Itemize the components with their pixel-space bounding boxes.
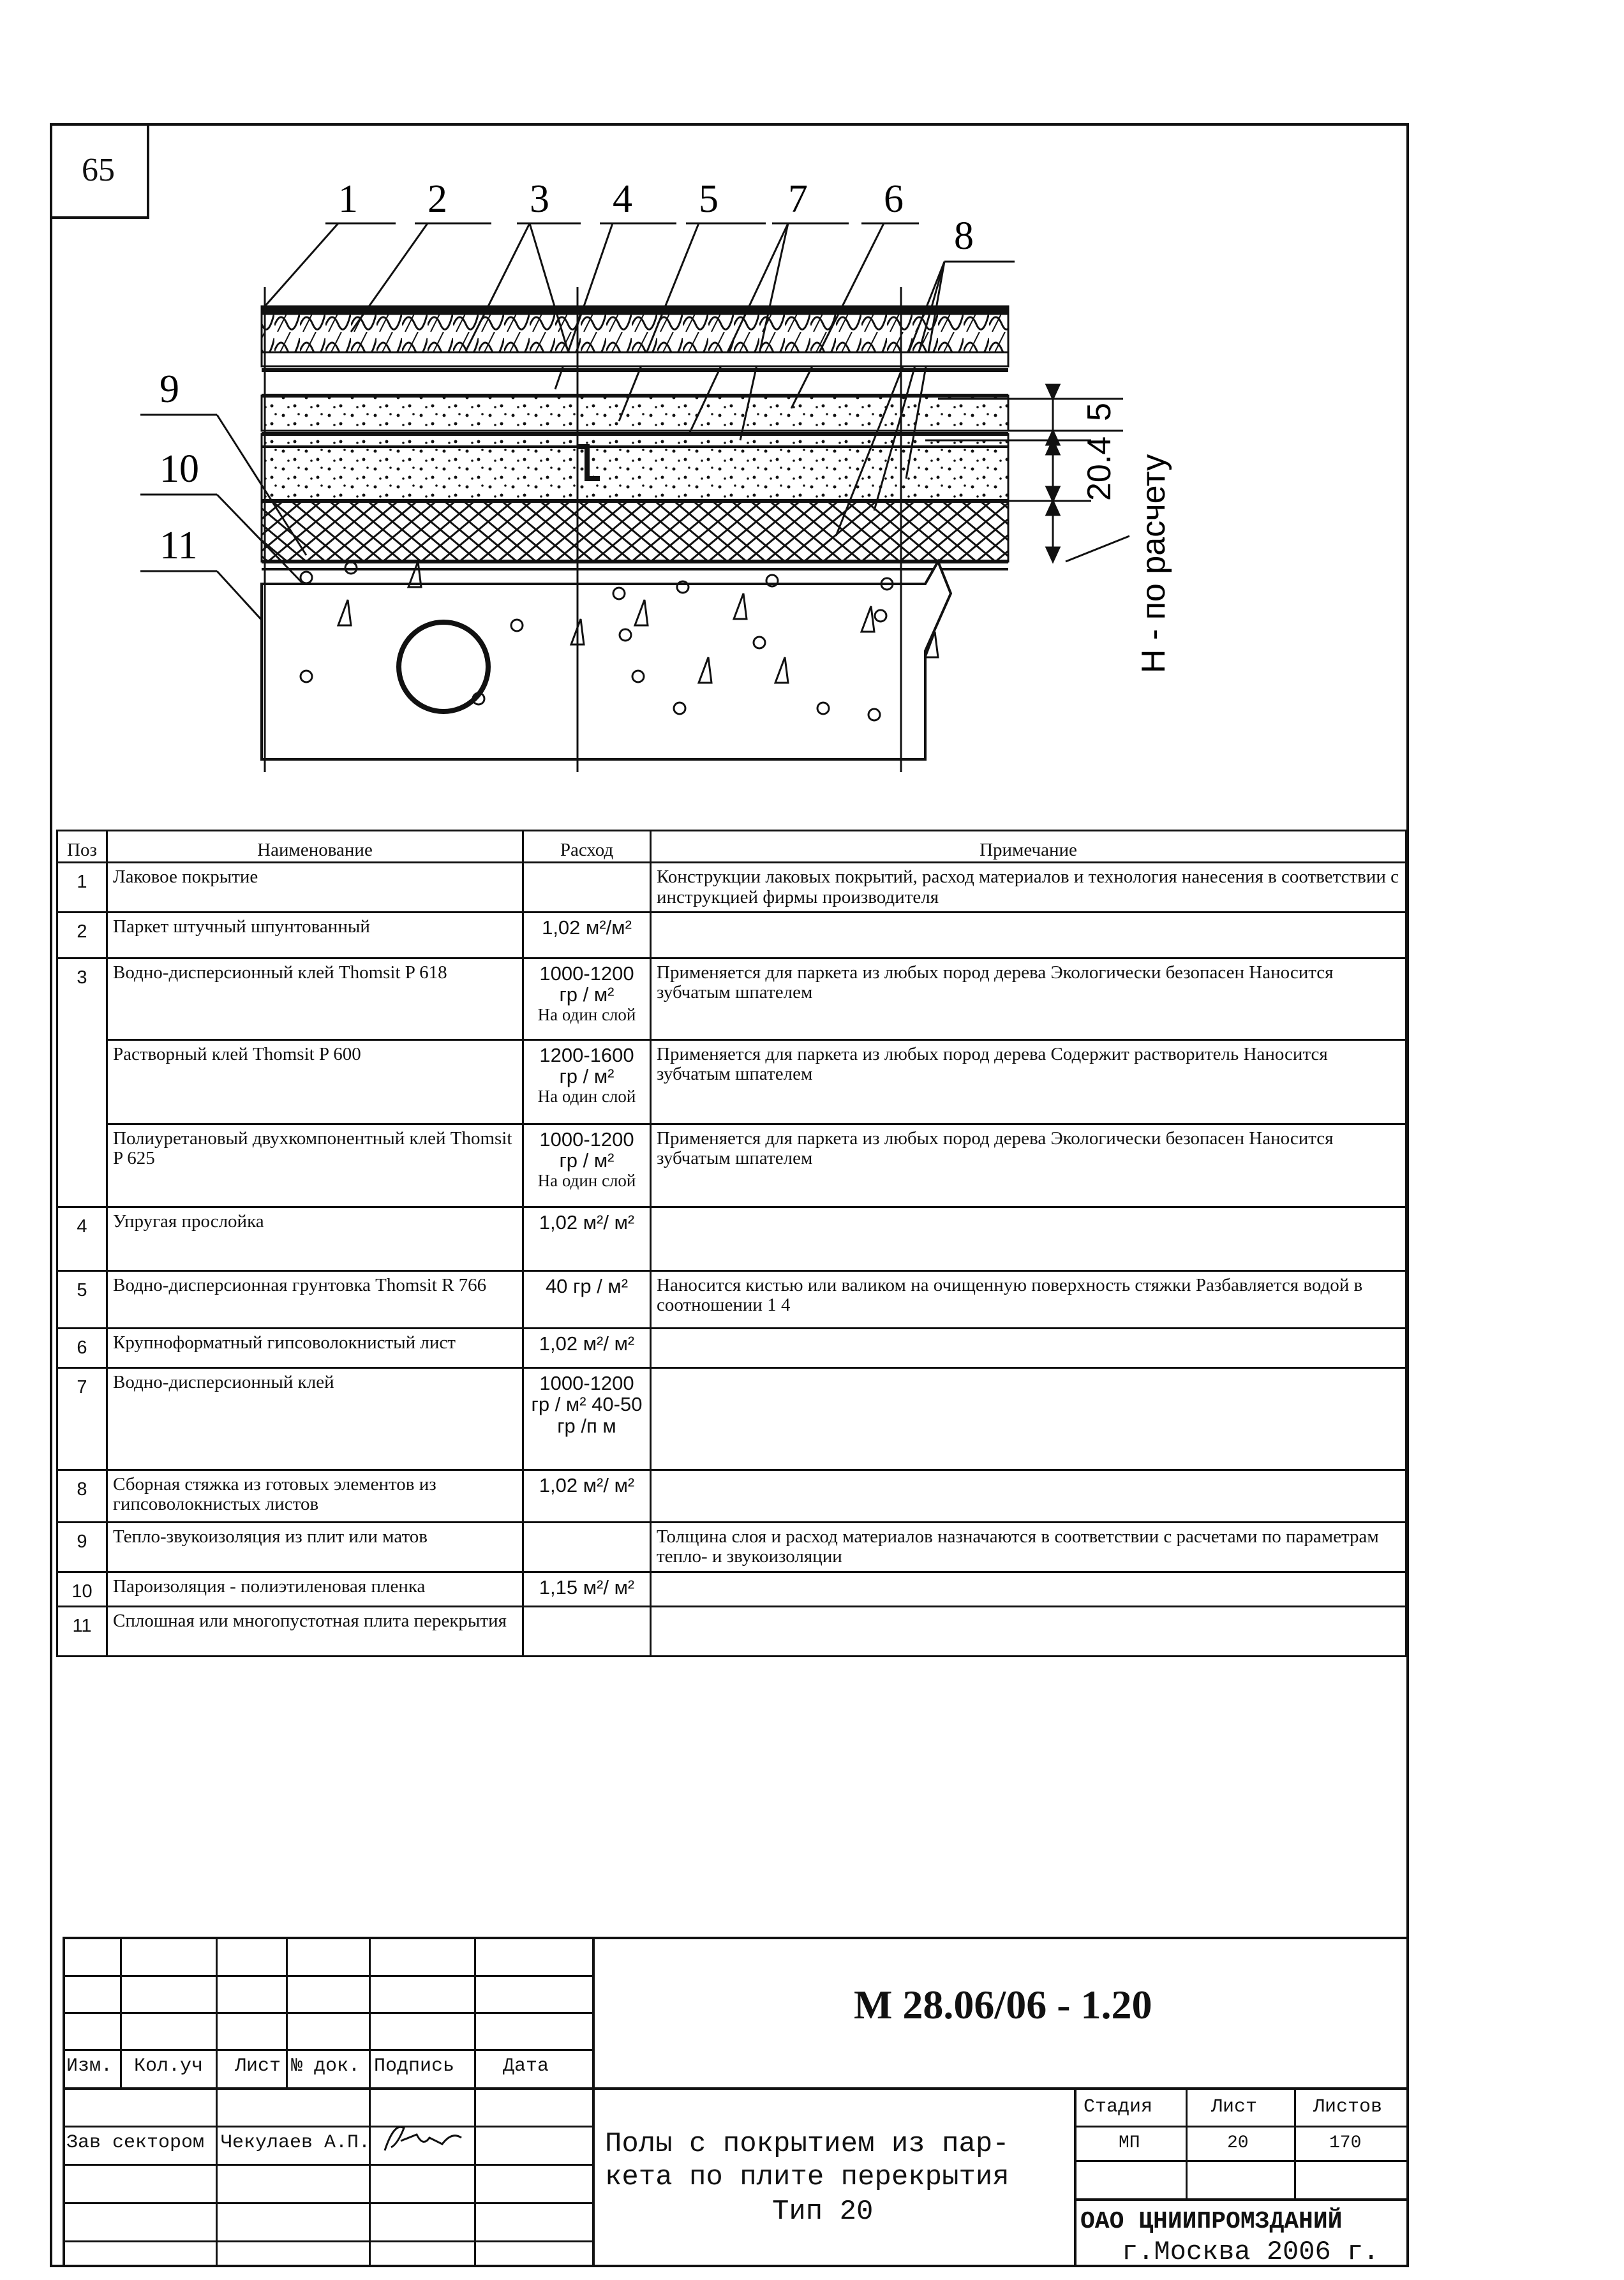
callout-3: 3 (530, 179, 549, 221)
cell-pos: 9 (57, 1522, 107, 1572)
stage-label: Стадия (1084, 2096, 1153, 2118)
header-note: Примечание (651, 831, 1406, 863)
cell-rate (523, 958, 651, 1039)
cell-rate (523, 1124, 651, 1207)
table-row (57, 1270, 1406, 1328)
dim-h-label: H - по расчету (1135, 454, 1172, 673)
title-line-2: кета по плите перекрытия (605, 2161, 1009, 2193)
table-row (57, 1572, 1406, 1606)
table-row (57, 1367, 1406, 1470)
cell-pos: 1 (57, 863, 107, 913)
cell-pos (57, 1124, 107, 1207)
specification-table (56, 830, 1407, 1657)
cell-name: Водно-дисперсионный клей (107, 1367, 523, 1470)
cell-pos: 5 (57, 1270, 107, 1328)
cell-note (651, 1572, 1406, 1606)
cell-name: Тепло-звукоизоляция из плит или матов (107, 1522, 523, 1572)
doc-code: М 28.06/06 - 1.20 (854, 1982, 1152, 2027)
cell-pos (57, 1039, 107, 1124)
cell-note (651, 1328, 1406, 1367)
cell-pos: 6 (57, 1328, 107, 1367)
cell-note: Применяется для паркета из любых пород дерева Экологически безопасен Наносится зубчатым шпателем (651, 958, 1406, 1039)
cell-name: Паркет штучный шпунтованный (107, 912, 523, 958)
callout-6: 6 (884, 179, 904, 221)
callout-1: 1 (338, 179, 358, 221)
cell-note (651, 1367, 1406, 1470)
callout-11: 11 (160, 524, 198, 567)
table-row (57, 1470, 1406, 1522)
cell-rate: 1000-1200 гр / м² 40-50 гр /п м (523, 1367, 651, 1470)
cell-note: Применяется для паркета из любых пород дерева Содержит растворитель Наносится зубчатым шпателем (651, 1039, 1406, 1124)
stage-value: МП (1119, 2133, 1140, 2153)
cell-pos: 11 (57, 1606, 107, 1656)
col-list: Лист (235, 2055, 281, 2077)
col-izm: Изм. (66, 2055, 113, 2077)
cell-rate (523, 1606, 651, 1656)
title-line-1: Полы с покрытием из пар- (605, 2128, 1009, 2160)
rate-note: На один слой (537, 1004, 636, 1024)
sheets-value: 170 (1329, 2133, 1362, 2153)
cell-rate: 1,02 м²/м² (523, 912, 651, 958)
title-block (63, 1937, 1406, 2265)
col-doc: № док. (291, 2055, 361, 2077)
rate-value: 1000-1200 гр / м² (539, 1128, 634, 1172)
table-row (57, 863, 1406, 913)
cell-name: Полиуретановый двухкомпонентный клей Thomsit P 625 (107, 1124, 523, 1207)
callout-4: 4 (613, 179, 632, 221)
cell-note (651, 912, 1406, 958)
dim-20-4-label: 20.4 (1081, 436, 1118, 501)
signature (378, 2115, 468, 2160)
person-name: Чекулаев А.П. (221, 2132, 371, 2154)
cell-name: Растворный клей Thomsit P 600 (107, 1039, 523, 1124)
table-row (57, 912, 1406, 958)
org-name: ОАО ЦНИИПРОМЗДАНИЙ (1080, 2208, 1343, 2235)
table-row (57, 1207, 1406, 1270)
role-label: Зав сектором (66, 2132, 205, 2154)
cell-rate (523, 1039, 651, 1124)
cell-pos: 4 (57, 1207, 107, 1270)
rate-value: 1200-1600 гр / м² (539, 1043, 634, 1088)
col-kol: Кол.уч (134, 2055, 204, 2077)
callout-2: 2 (428, 179, 447, 221)
floor-section-drawing (96, 179, 1181, 791)
cell-name: Пароизоляция - полиэтиленовая пленка (107, 1572, 523, 1606)
cell-pos: 2 (57, 912, 107, 958)
callout-8: 8 (954, 214, 974, 258)
sheets-label: Листов (1313, 2096, 1383, 2118)
cell-pos: 7 (57, 1367, 107, 1470)
callout-9: 9 (160, 368, 179, 411)
cell-rate: 1,02 м²/ м² (523, 1207, 651, 1270)
cell-pos: 10 (57, 1572, 107, 1606)
cell-rate: 1,02 м²/ м² (523, 1328, 651, 1367)
cell-note (651, 1606, 1406, 1656)
sheet-value: 20 (1227, 2133, 1249, 2153)
cell-name: Сборная стяжка из готовых элементов из гипсоволокнистых листов (107, 1470, 523, 1522)
cell-name: Крупноформатный гипсоволокнистый лист (107, 1328, 523, 1367)
cell-rate (523, 863, 651, 913)
table-row (57, 1606, 1406, 1656)
callout-10: 10 (160, 447, 199, 491)
cell-pos: 8 (57, 1470, 107, 1522)
rate-note: На один слой (537, 1170, 636, 1190)
cell-name: Водно-дисперсионный клей Thomsit P 618 (107, 958, 523, 1039)
cell-name: Упругая прослойка (107, 1207, 523, 1270)
table-row (57, 1328, 1406, 1367)
col-sign: Подпись (374, 2055, 455, 2077)
cell-note (651, 1470, 1406, 1522)
callout-5: 5 (699, 179, 719, 221)
header-name: Наименование (107, 831, 523, 863)
cell-rate: 1,02 м²/ м² (523, 1470, 651, 1522)
cell-note (651, 1207, 1406, 1270)
table-row (57, 1124, 1406, 1207)
cell-name: Водно-дисперсионная грунтовка Thomsit R 766 (107, 1270, 523, 1328)
cell-note: Толщина слоя и расход материалов назначаются в соответствии с расчетами по параметрам тепло- и звукоизоляции (651, 1522, 1406, 1572)
cell-note: Применяется для паркета из любых пород дерева Экологически безопасен Наносится зубчатым шпателем (651, 1124, 1406, 1207)
cell-note: Конструкции лаковых покрытий, расход материалов и технология нанесения в соответствии с инструкцией фирмы производителя (651, 863, 1406, 913)
cell-rate: 1,15 м²/ м² (523, 1572, 651, 1606)
cell-name: Сплошная или многопустотная плита перекрытия (107, 1606, 523, 1656)
table-row (57, 1039, 1406, 1124)
rate-value: 1000-1200 гр / м² (539, 962, 634, 1006)
cell-rate: 40 гр / м² (523, 1270, 651, 1328)
header-pos: Поз (57, 831, 107, 863)
cell-rate (523, 1522, 651, 1572)
header-rate: Расход (523, 831, 651, 863)
col-date: Дата (503, 2055, 549, 2077)
rate-note: На один слой (537, 1086, 636, 1106)
table-row (57, 958, 1406, 1039)
cell-name: Лаковое покрытие (107, 863, 523, 913)
dim-5-label: 5 (1081, 403, 1118, 421)
title-line-3: Тип 20 (772, 2196, 874, 2228)
page-number: 65 (50, 123, 149, 219)
callout-7: 7 (788, 179, 808, 221)
table-header-row (57, 831, 1406, 863)
sheet-label: Лист (1211, 2096, 1258, 2118)
cell-pos: 3 (57, 958, 107, 1039)
table-row (57, 1522, 1406, 1572)
org-city-year: г.Москва 2006 г. (1122, 2237, 1380, 2267)
cell-note: Наносится кистью или валиком на очищенную поверхность стяжки Разбавляется водой в соотношении 1 4 (651, 1270, 1406, 1328)
